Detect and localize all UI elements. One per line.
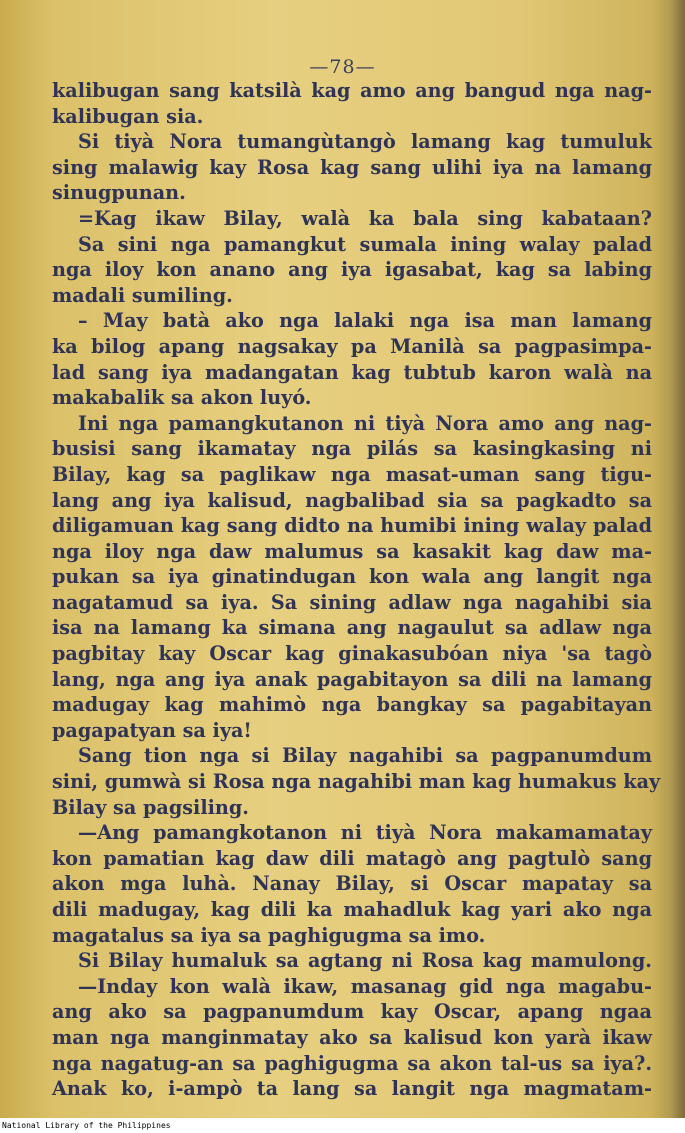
text-line: – May batà ako nga lalaki nga isa man lamang (78, 309, 652, 333)
text-line: isa na lamang ka simana ang nagaulut sa adlaw nga (52, 616, 652, 640)
text-line: ang ako sa pagpanumdum kay Oscar, apang ngaa (52, 1000, 652, 1024)
text-line: Ini nga pamangkutanon ni tiyà Nora amo ang nag- (78, 411, 652, 435)
text-line: lad sang iya madangatan kag tubtub karon walà na (52, 360, 652, 384)
text-line: diligamuan kag sang didto na humibi ining walay palad (52, 514, 652, 538)
text-line: Si Bilay humaluk sa agtang ni Rosa kag mamulong. (78, 949, 652, 973)
text-line: kalibugan sia. (52, 104, 204, 128)
text-line: busisi sang ikamatay nga pilás sa kasingkasing ni (52, 437, 652, 461)
text-line: nagatamud sa iya. Sa sining adlaw nga nagahibi sia (52, 590, 652, 614)
text-line: nga nagatug-an sa paghigugma sa akon tal-us sa iya?. (52, 1051, 652, 1075)
page-number: —78— (309, 56, 376, 78)
text-line: magatalus sa iya sa paghigugma sa imo. (52, 923, 486, 947)
text-line: kalibugan sang katsilà kag amo ang bangud nga nag- (52, 79, 652, 102)
text-line: man nga manginmatay ako sa kalisud kon yarà ikaw (52, 1025, 652, 1049)
text-line: —Inday kon walà ikaw, masanag gid nga magabu- (78, 974, 652, 998)
text-line: madali sumiling. (52, 283, 233, 307)
text-line: akon mga luhà. Nanay Bilay, si Oscar mapatay sa (52, 872, 652, 896)
text-line: makabalik sa akon luyó. (52, 386, 312, 410)
text-line: dili madugay, kag dili ka mahadluk kag yari ako nga (52, 898, 652, 921)
text-line: sing malawig kay Rosa kag sang ulihi iya na lamang (52, 155, 652, 179)
text-line: Si tiyà Nora tumangùtangò lamang kag tumuluk (78, 130, 652, 154)
text-line: pagbitay kay Oscar kag ginakasubóan niya 'sa tagò (52, 642, 652, 666)
text-line: Sa sini nga pamangkut sumala ining walay palad (78, 232, 652, 256)
text-line: ka bilog apang nagsakay pa Manilà sa pagpasimpa- (52, 334, 652, 358)
text-line: —Ang pamangkotanon ni tiyà Nora makamamatay (78, 821, 652, 845)
text-line: Sang tion nga si Bilay nagahibi sa pagpanumdum (78, 744, 652, 768)
text-line: Bilay sa pagsiling. (52, 795, 249, 819)
text-line: pukan sa iya ginatindugan kon wala ang langit nga (52, 565, 652, 589)
text-line: kon pamatian kag daw dili matagò ang pagtulò sang (52, 846, 652, 870)
text-line: sini, gumwà si Rosa nga nagahibi man kag humakus kay (52, 770, 661, 794)
footer-credit: National Library of the Philippines (2, 1121, 171, 1130)
text-line: sinugpunan. (52, 181, 186, 205)
text-line: nga iloy nga daw malumus sa kasakit kag daw ma- (52, 539, 652, 563)
body-text (52, 78, 661, 1102)
text-line: lang ang iya kalisud, nagbalibad sia sa pagkadto sa (52, 488, 652, 512)
text-line: lang, nga ang iya anak pagabitayon sa dili na lamang (52, 667, 652, 691)
text-line: pagapatyan sa iya! (52, 718, 252, 742)
text-line: =Kag ikaw Bilay, walà ka bala sing kabataan? (78, 206, 652, 230)
text-line: madugay kag mahimò nga bangkay sa pagabitayan (52, 693, 652, 717)
text-line: nga iloy kon anano ang iya igasabat, kag sa labing (52, 258, 652, 282)
text-line: Anak ko, i-ampò ta lang sa langit nga magmatam- (52, 1077, 652, 1101)
text-line: Bilay, kag sa paglikaw nga masat-uman sang tigu- (52, 462, 652, 486)
